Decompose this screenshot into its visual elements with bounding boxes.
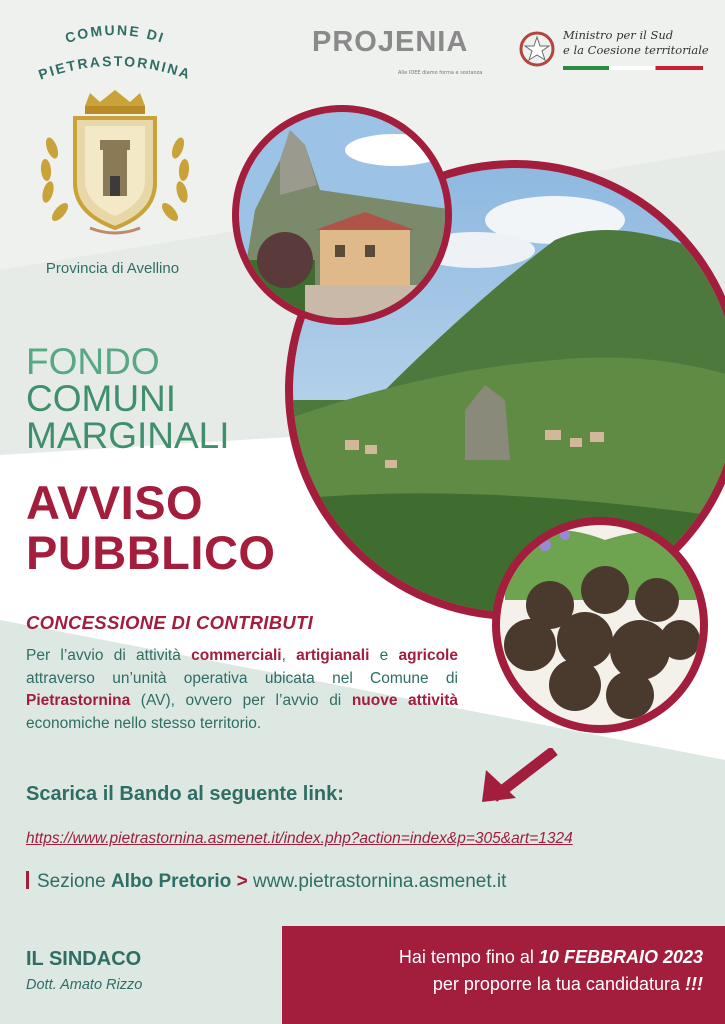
fondo-line2: COMUNI [26, 378, 177, 419]
albo-pretorio-label: Albo Pretorio [110, 871, 232, 892]
sindaco-role: IL SINDACO [26, 948, 142, 970]
download-heading: Scarica il Bando al seguente link: [26, 783, 344, 805]
svg-text:COMUNE DI [63, 22, 167, 46]
desc-text: economiche nello stesso territorio. [26, 714, 262, 732]
tricolor-line [563, 66, 703, 70]
description-paragraph [26, 645, 458, 735]
fondo-title [26, 343, 230, 454]
comune-title [20, 22, 210, 92]
desc-text: , [281, 647, 297, 664]
section-bar [26, 871, 29, 889]
fondo-line1: FONDO [26, 341, 160, 382]
projenia-logo [312, 26, 492, 82]
albo-pretorio-line [26, 871, 506, 893]
bando-link[interactable]: https://www.pietrastornina.asmenet.it/index.php?action=index&p=305&art=1324 [26, 830, 573, 847]
ministero-line1: Ministro per il Sud [563, 28, 674, 42]
desc-emph-agricole: agricole [398, 647, 458, 664]
fondo-line3: MARGINALI [26, 415, 230, 456]
sezione-arrow: > [236, 871, 248, 892]
ministero-line2: e la Coesione territoriale [563, 43, 709, 57]
projenia-wordmark: PROJENIA [312, 26, 469, 58]
desc-emph-pietrastornina: Pietrastornina [26, 692, 131, 709]
comune-title-line2: PIETRASTORNINA [36, 52, 194, 83]
site-url[interactable]: www.pietrastornina.asmenet.it [252, 871, 507, 892]
desc-emph-artigianali: artigianali [296, 647, 370, 664]
desc-emph-commerciali: commerciali [191, 647, 282, 664]
desc-text: (AV), ovvero per l’avvio di [130, 692, 352, 709]
photo-collage [225, 100, 725, 735]
avviso-title [26, 478, 275, 578]
sezione-prefix: Sezione [37, 871, 111, 892]
deadline-call: per proporre la tua candidatura [432, 974, 686, 994]
italian-emblem-icon [517, 29, 557, 69]
deadline-prefix: Hai tempo fino al [398, 947, 539, 967]
deadline-date: 10 FEBBRAIO 2023 [538, 947, 703, 967]
ministero-logo [515, 26, 709, 78]
avviso-line2: PUBBLICO [26, 526, 276, 579]
desc-emph-nuove-attivita: nuove attività [351, 692, 458, 709]
deadline-text [399, 944, 703, 998]
comune-title-line1: COMUNE DI [63, 22, 168, 47]
deadline-exclamation: !!! [685, 974, 703, 994]
desc-text: Per l’avvio di attività [26, 647, 192, 664]
arrow-down-left-icon [478, 748, 558, 806]
sindaco-name: Dott. Amato Rizzo [26, 977, 143, 993]
avviso-line1: AVVISO [26, 476, 204, 529]
desc-text: e [369, 647, 399, 664]
svg-text:PIETRASTORNINA [36, 53, 193, 83]
desc-text: attraverso un’unità operativa ubicata nel Comune di [26, 669, 458, 687]
comune-crest-icon [30, 88, 200, 248]
deadline-banner [282, 926, 725, 1024]
contributi-subhead: CONCESSIONE DI CONTRIBUTI [26, 612, 314, 633]
projenia-tagline: Alle IDEE diamo forma e sostanza [398, 70, 483, 76]
province-label: Provincia di Avellino [45, 260, 180, 277]
